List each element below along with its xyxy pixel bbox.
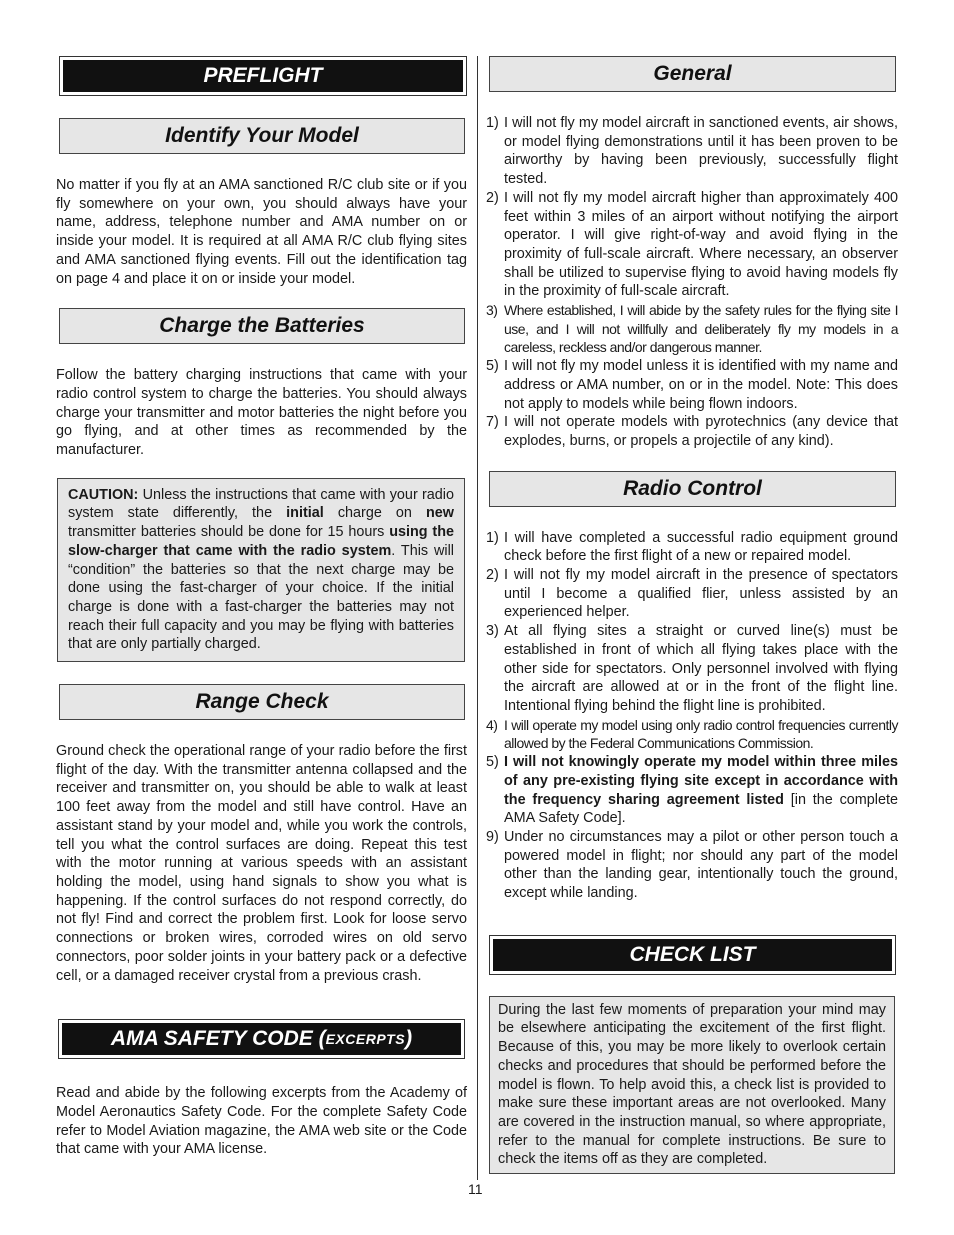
left-column <box>56 56 467 1159</box>
ama-paragraph: Read and abide by the following excerpts from the Academy of Model Aeronautics Safety Code. For the complete Safety Code refer to Model Aviation magazine, the AMA web site or the Code that came with your AMA license. <box>56 1085 467 1158</box>
rule-number: 3) <box>486 623 499 640</box>
rule-number: 5) <box>486 754 499 771</box>
range-heading: Range Check <box>59 684 465 720</box>
preflight-heading: PREFLIGHT <box>63 60 463 92</box>
general-rule-1 <box>488 114 898 189</box>
range-paragraph: Ground check the operational range of your radio before the first flight of the day. With the transmitter antenna collapsed and the receiver and transmitter on, you should be able to walk at least 100 feet away from the model and still have control. Have an assistant stand by your model and, while you work the controls, tell you what the control surfaces are doing. Repeat this test with the motor running at various speeds with an assistant holding the model, using hand signals to show you what is happening. If the control surfaces do not respond correctly, do not fly! Find and correct the problem first. Look for loose servo connections or broken wires, corroded wires on old servo connectors, poor solder joints in your battery pack or a defective cell, or a damaged receiver crystal from a previous crash. <box>56 743 467 984</box>
charge-heading: Charge the Batteries <box>59 308 465 344</box>
general-rule-text: I will not fly my model aircraft in sanctioned events, air shows, or model flying demonstrations until it has been proven to be airworthy by having been previously, successfully flight tested. <box>504 115 898 188</box>
general-rules-list <box>488 114 898 451</box>
identify-heading: Identify Your Model <box>59 118 465 154</box>
ama-heading-box <box>58 1019 465 1059</box>
general-rule-5 <box>488 413 898 450</box>
general-rule-text: I will not operate models with pyrotechnics (any device that explodes, burns, or propels a projectile of any kind). <box>504 414 898 449</box>
caution-text-4: . This will “condition” the batteries so that the next charge may be done using the fast-charger of your choice. If the initial charge is done with a fast-charger the batteries may not reach their full capacity and you may be flying with batteries that are only partially charged. <box>68 542 455 653</box>
caution-bold-slow-charger: using the slow-charger that came with the radio system <box>68 524 454 559</box>
general-rule-2 <box>488 189 898 301</box>
radio-rule-text: At all flying sites a straight or curved line(s) must be established in front of which all flying takes place with the other side for spectators. Only personnel involved with flying the aircraft are allowed at or in the front of the flight line. Intentional flying behind the flight line is prohibited. <box>504 623 898 714</box>
general-rule-text: Where established, I will abide by the safety rules for the flying site I use, and I will not willfully and deliberately fly my models in a careless, reckless and/or dangerous manner. <box>504 302 898 356</box>
rule-number: 3) <box>486 302 498 319</box>
rule-number: 2) <box>486 189 499 206</box>
radio-rule-4 <box>488 716 898 753</box>
ama-heading <box>62 1023 461 1055</box>
page-number: 11 <box>468 1181 483 1197</box>
radio-rule-3 <box>488 622 898 716</box>
caution-text-2: charge on <box>323 505 426 522</box>
radio-rule-9-text: Under no circumstances may a pilot or other person touch a powered model in flight; nor should any part of the model other than the landing gear, intentionally touch the ground, except while landing. <box>504 828 898 902</box>
rule-number: 2) <box>486 567 499 584</box>
caution-label: CAUTION: <box>68 486 139 503</box>
general-rule-text: I will not fly my model aircraft higher than approximately 400 feet within 3 miles of an airport without notifying the airport operator. I will give right-of-way and avoid flying in the proximity of full-scale aircraft. Where necessary, an observer shall be utilized to supervise flying to avoid having models fly in the proximity of full-scale aircraft. <box>504 189 898 300</box>
radio-heading: Radio Control <box>489 471 896 507</box>
rule-number: 7) <box>486 414 499 431</box>
charge-paragraph: Follow the battery charging instructions that came with your radio control system to charge the batteries. You should always charge your transmitter and motor batteries the night before you go flying, and at other times as recommended by the manufacturer. <box>56 367 467 459</box>
radio-rule-text: I will operate my model using only radio control frequencies currently allowed by the Federal Communications Commission. <box>504 716 898 752</box>
general-rule-text: I will not fly my model unless it is identified with my name and address or AMA number, on or in the model. Note: This does not apply to models while being flown indoors. <box>504 358 898 412</box>
checklist-heading: CHECK LIST <box>493 939 892 971</box>
rule-number: 9) <box>486 828 499 845</box>
general-heading: General <box>489 56 896 92</box>
general-rule-4 <box>488 357 898 413</box>
caution-bold-initial: initial <box>286 505 324 522</box>
radio-rule-5-rest: [in the complete AMA Safety Code]. <box>504 791 899 827</box>
radio-rule-9 <box>488 828 898 903</box>
radio-rule-2 <box>488 566 898 622</box>
radio-rule-5 <box>488 753 898 828</box>
caution-bold-new: new <box>426 505 454 522</box>
rule-number: 4) <box>486 716 498 733</box>
checklist-box: During the last few moments of preparation your mind may be elsewhere anticipating the excitement of the first flight. Because of this, you may be more likely to overlook certain checks and procedures that should be performed before the model is flown. To help avoid this, a check list is provided to make sure these important areas are not overlooked. Many are covered in the instruction manual, so where appropriate, refer to the manual for complete instructions. Be sure to check the items off as they are completed. <box>489 996 895 1174</box>
ama-heading-end: ) <box>405 1027 413 1051</box>
general-rule-3 <box>488 301 898 357</box>
caution-text-3: transmitter batteries should be done for 15 hours <box>68 524 390 541</box>
caution-box <box>57 478 465 662</box>
radio-rule-text: I will have completed a successful radio equipment ground check before the first flight of a new or repaired model. <box>504 529 898 565</box>
radio-rules-list <box>488 529 898 753</box>
identify-paragraph: No matter if you fly at an AMA sanctioned R/C club site or if you fly somewhere on your own, you should always have your name, address, telephone number and AMA number on or inside your model. It is required at all AMA R/C club flying sites and AMA sanctioned flying events. Fill out the identification tag on page 4 and place it on or inside your model. <box>56 177 467 287</box>
checklist-heading-box <box>489 935 896 975</box>
ama-heading-excerpts: EXCERPTS <box>325 1031 406 1048</box>
rule-number: 5) <box>486 358 499 375</box>
preflight-heading-box <box>59 56 467 96</box>
ama-heading-main: AMA SAFETY CODE ( <box>110 1027 326 1051</box>
rule-number: 1) <box>486 529 499 546</box>
right-column <box>488 56 898 1174</box>
caution-text-1: Unless the instructions that came with your radio system state differently, the <box>68 486 454 522</box>
radio-rule-text: I will not fly my model aircraft in the presence of spectators until I become a qualified flier, unless assisted by an experienced helper. <box>504 567 898 621</box>
radio-rules-list-continued <box>488 753 898 903</box>
column-divider <box>477 56 478 1180</box>
rule-number: 1) <box>486 115 499 131</box>
radio-rule-1 <box>488 529 898 566</box>
radio-rule-5-bold: I will not knowingly operate my model within three miles of any pre-existing flying site except in accordance with the frequency sharing agreement listed <box>504 754 898 808</box>
